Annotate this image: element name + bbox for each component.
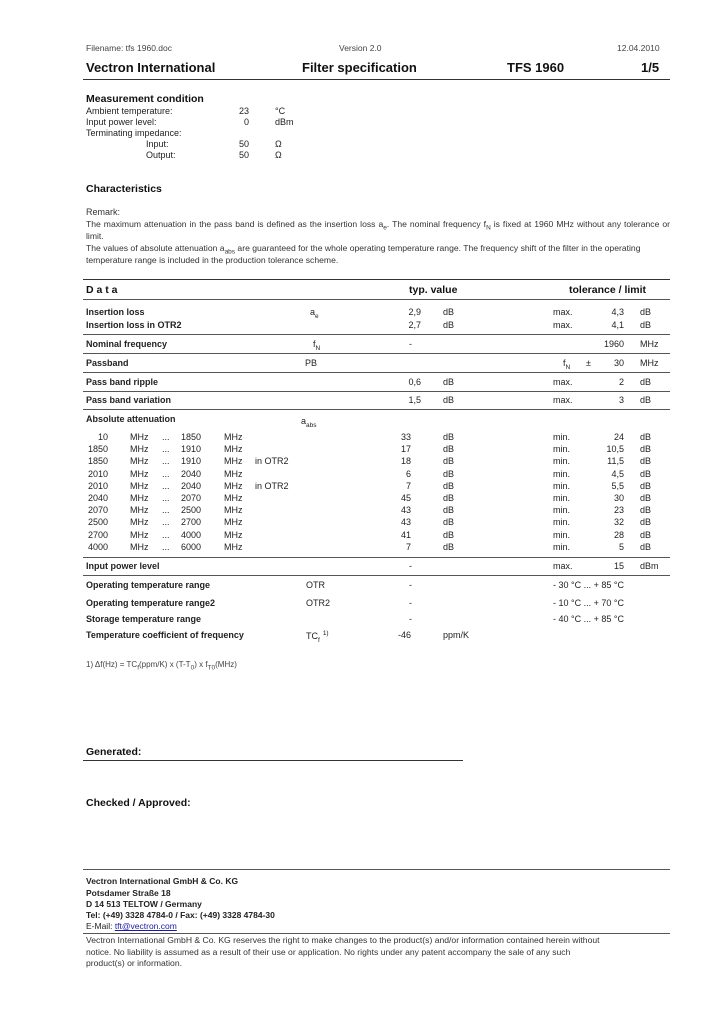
remark-text	[86, 218, 670, 266]
attenuation-lim-unit: dB	[640, 505, 652, 515]
input-label: Input:	[146, 139, 169, 149]
attenuation-u1: MHz	[130, 432, 149, 442]
attenuation-u2: MHz	[224, 456, 243, 466]
row-lim-unit: MHz	[640, 339, 659, 349]
attenuation-f2: 1910	[180, 456, 201, 466]
footnote: 1) $\Delta f(Hz) = TC_f(ppm/K)$ x $(T-T_0)$ x $f_{T0}(MHz)$	[86, 660, 237, 672]
attenuation-lim-type: min.	[553, 432, 571, 442]
attenuation-unit: dB	[443, 530, 455, 540]
attenuation-u1: MHz	[130, 469, 149, 479]
row-typ: 0,6	[408, 377, 421, 387]
output-unit: Ω	[275, 150, 282, 160]
attenuation-u1: MHz	[130, 481, 149, 491]
row-symbol: PB	[305, 358, 318, 368]
table-header-rule	[83, 299, 670, 300]
attenuation-lim: 10,5	[606, 444, 624, 454]
ambient-unit: °C	[275, 106, 286, 116]
attenuation-u2: MHz	[224, 530, 243, 540]
footer-disclaimer	[86, 935, 670, 970]
attenuation-lim-type: min.	[553, 444, 571, 454]
attenuation-typ: 6	[405, 469, 411, 479]
row-lim-type: max.	[553, 395, 573, 405]
footer-city: D 14 513 TELTOW / Germany	[86, 899, 202, 909]
row-lim: 1960	[603, 339, 624, 349]
attenuation-typ: 33	[400, 432, 411, 442]
row-symbol: $TC_f^{1)}$	[306, 630, 329, 644]
attenuation-lim: 4,5	[611, 469, 624, 479]
row-label: Insertion loss in OTR2	[86, 320, 182, 330]
attenuation-f2: 2070	[180, 493, 201, 503]
attenuation-dots: ...	[162, 444, 170, 454]
row-lim: 2	[618, 377, 624, 387]
power-label: Input power level:	[86, 117, 157, 127]
row-lim: - 10 °C ... + 70 °C	[553, 598, 624, 608]
row-lim-unit: dB	[640, 320, 652, 330]
footer-tel: Tel: (+49) 3328 4784-0 / Fax: (+49) 3328 4784-30	[86, 910, 275, 920]
attenuation-typ: 43	[400, 505, 411, 515]
attenuation-unit: dB	[443, 444, 455, 454]
row-typ-unit: dB	[443, 395, 455, 405]
attenuation-lim-unit: dB	[640, 432, 652, 442]
doc-title: Filter specification	[302, 60, 417, 75]
attenuation-note: in OTR2	[255, 456, 289, 466]
approved-label: Checked / Approved:	[86, 797, 191, 809]
row-typ-unit: dB	[443, 377, 455, 387]
page-number: 1/5	[641, 60, 660, 75]
attenuation-unit: dB	[443, 517, 455, 527]
row-typ: -	[409, 598, 412, 608]
row-divider	[83, 575, 670, 576]
row-typ-unit: dB	[443, 307, 455, 317]
row-lim-unit: dB	[640, 307, 652, 317]
attenuation-f2: 6000	[180, 542, 201, 552]
attenuation-f2: 4000	[180, 530, 201, 540]
attenuation-unit: dB	[443, 469, 455, 479]
ambient-label: Ambient temperature:	[86, 106, 173, 116]
impedance-label: Terminating impedance:	[86, 128, 182, 138]
attenuation-lim-unit: dB	[640, 469, 652, 479]
table-top-rule	[83, 279, 670, 280]
attenuation-lim: 5	[618, 542, 624, 552]
attenuation-unit: dB	[443, 481, 455, 491]
col-data-header: D a t a	[86, 284, 118, 296]
attenuation-u2: MHz	[224, 444, 243, 454]
row-lim: 4,3	[611, 307, 624, 317]
attenuation-u2: MHz	[224, 481, 243, 491]
remark-line-1: The maximum attenuation in the pass band is defined as the insertion loss $a_e$. The nominal frequency $f_N$ is fixed at 1960 MHz without any tolerance or limit.	[86, 219, 670, 241]
attenuation-lim-unit: dB	[640, 542, 652, 552]
attenuation-f1: 2700	[87, 530, 108, 540]
row-divider	[83, 391, 670, 392]
row-label: Storage temperature range	[86, 614, 202, 624]
attenuation-f2: 2700	[180, 517, 201, 527]
row-lim-symbol: $f_N$	[563, 358, 571, 371]
row-label: Operating temperature range2	[86, 598, 216, 608]
footer-street: Potsdamer Straße 18	[86, 888, 171, 898]
disclaimer-line-3: product(s) or information.	[86, 958, 182, 968]
attenuation-dots: ...	[162, 493, 170, 503]
attenuation-lim: 24	[613, 432, 624, 442]
attenuation-lim: 11,5	[607, 456, 624, 466]
row-lim: 3	[618, 395, 624, 405]
row-lim-type: max.	[553, 307, 573, 317]
attenuation-f2: 2040	[180, 469, 201, 479]
power-value: 0	[243, 117, 249, 127]
row-divider	[83, 372, 670, 373]
attenuation-unit: dB	[443, 432, 455, 442]
row-divider	[83, 334, 670, 335]
attenuation-f2: 1910	[180, 444, 201, 454]
attenuation-typ: 7	[405, 542, 411, 552]
attenuation-u2: MHz	[224, 505, 243, 515]
row-label: Temperature coefficient of frequency	[86, 630, 244, 640]
row-label: Nominal frequency	[86, 339, 168, 349]
header-divider	[83, 79, 670, 80]
attenuation-dots: ...	[162, 481, 170, 491]
attenuation-lim: 28	[613, 530, 624, 540]
row-lim-unit: dBm	[640, 561, 659, 571]
ambient-value: 23	[238, 106, 249, 116]
attenuation-u1: MHz	[130, 517, 149, 527]
attenuation-lim: 30	[613, 493, 624, 503]
attenuation-lim-type: min.	[553, 493, 571, 503]
row-lim-unit: MHz	[640, 358, 659, 368]
attenuation-f1: 4000	[87, 542, 108, 552]
row-lim: 15	[613, 561, 624, 571]
row-symbol: OTR2	[306, 598, 331, 608]
footer-divider	[83, 869, 670, 870]
row-typ: 2,7	[408, 320, 421, 330]
row-label: Pass band variation	[86, 395, 172, 405]
row-symbol: $a_{abs}$	[301, 416, 317, 429]
attenuation-lim-type: min.	[553, 542, 571, 552]
generated-label: Generated:	[86, 746, 142, 758]
disclaimer-line-1: Vectron International GmbH & Co. KG reserves the right to make changes to the product(s) and/or information contained herein without	[86, 935, 600, 945]
row-symbol: $a_e$	[310, 307, 319, 320]
attenuation-u1: MHz	[130, 456, 149, 466]
email-link[interactable]: tft@vectron.com	[114, 921, 177, 931]
attenuation-lim-unit: dB	[640, 517, 652, 527]
attenuation-f2: 1850	[180, 432, 201, 442]
attenuation-dots: ...	[162, 432, 170, 442]
attenuation-u1: MHz	[130, 493, 149, 503]
row-symbol: $f_N$	[313, 339, 321, 352]
attenuation-f2: 2500	[180, 505, 201, 515]
attenuation-typ: 7	[405, 481, 411, 491]
row-lim-type: max.	[553, 377, 573, 387]
row-divider	[83, 353, 670, 354]
attenuation-lim: 23	[613, 505, 624, 515]
row-typ: -46	[397, 630, 411, 640]
attenuation-lim-unit: dB	[640, 493, 652, 503]
attenuation-u1: MHz	[130, 530, 149, 540]
attenuation-lim-type: min.	[553, 456, 571, 466]
attenuation-f1: 10	[97, 432, 108, 442]
row-label: Operating temperature range	[86, 580, 211, 590]
attenuation-typ: 41	[400, 530, 411, 540]
attenuation-typ: 43	[400, 517, 411, 527]
row-label: Input power level	[86, 561, 160, 571]
attenuation-u2: MHz	[224, 517, 243, 527]
attenuation-lim-unit: dB	[640, 456, 652, 466]
row-lim-type: max.	[553, 561, 573, 571]
row-typ: 2,9	[408, 307, 421, 317]
attenuation-typ: 45	[400, 493, 411, 503]
attenuation-f1: 2040	[87, 493, 108, 503]
attenuation-dots: ...	[162, 542, 170, 552]
attenuation-dots: ...	[162, 517, 170, 527]
row-lim-unit: dB	[640, 395, 652, 405]
part-number: TFS 1960	[507, 60, 565, 75]
attenuation-lim-type: min.	[553, 530, 571, 540]
input-value: 50	[238, 139, 249, 149]
attenuation-u2: MHz	[224, 493, 243, 503]
company-name: Vectron International	[86, 60, 216, 75]
row-lim-pm: ±	[586, 358, 591, 368]
date: 12.04.2010	[617, 43, 660, 53]
row-lim: 30	[613, 358, 624, 368]
row-typ: -	[409, 339, 412, 349]
attenuation-f1: 2010	[87, 469, 108, 479]
attenuation-dots: ...	[162, 505, 170, 515]
row-label: Insertion loss	[86, 307, 145, 317]
row-symbol: OTR	[306, 580, 325, 590]
attenuation-lim-type: min.	[553, 517, 571, 527]
attenuation-dots: ...	[162, 456, 170, 466]
attenuation-lim-unit: dB	[640, 530, 652, 540]
row-label: Absolute attenuation	[86, 414, 176, 424]
attenuation-u2: MHz	[224, 542, 243, 552]
attenuation-lim-type: min.	[553, 469, 571, 479]
remark-line-2: The values of absolute attenuation $a_{abs}$ are guaranteed for the whole operating temperature range. The frequency shift of the filter in the operating	[86, 243, 641, 256]
row-typ: 1,5	[408, 395, 421, 405]
attenuation-u1: MHz	[130, 505, 149, 515]
attenuation-unit: dB	[443, 456, 455, 466]
row-typ: -	[409, 614, 412, 624]
footer-email: E-Mail: tft@vectron.com	[86, 921, 177, 931]
attenuation-dots: ...	[162, 469, 170, 479]
row-typ: -	[409, 561, 412, 571]
col-tol-header: tolerance / limit	[569, 284, 647, 296]
attenuation-u2: MHz	[224, 469, 243, 479]
attenuation-unit: dB	[443, 542, 455, 552]
row-lim-unit: dB	[640, 377, 652, 387]
disclaimer-line-2: notice. No liability is assumed as a result of their use or application. No rights under any patent accompany the sale of any such	[86, 946, 571, 957]
version: Version 2.0	[339, 43, 382, 53]
attenuation-f2: 2040	[180, 481, 201, 491]
attenuation-lim-unit: dB	[640, 481, 652, 491]
attenuation-note: in OTR2	[255, 481, 289, 491]
attenuation-u1: MHz	[130, 444, 149, 454]
row-label: Passband	[86, 358, 129, 368]
row-label: Pass band ripple	[86, 377, 159, 387]
generated-line	[83, 760, 463, 761]
attenuation-unit: dB	[443, 493, 455, 503]
attenuation-u2: MHz	[224, 432, 243, 442]
row-lim: - 30 °C ... + 85 °C	[553, 580, 624, 590]
footer-divider-2	[83, 933, 670, 934]
footer-company: Vectron International GmbH & Co. KG	[86, 876, 239, 886]
row-lim-type: max.	[553, 320, 573, 330]
attenuation-lim-type: min.	[553, 481, 571, 491]
row-typ-unit: dB	[443, 320, 455, 330]
attenuation-dots: ...	[162, 530, 170, 540]
row-typ-unit: ppm/K	[443, 630, 470, 640]
attenuation-f1: 1850	[87, 456, 108, 466]
characteristics-title: Characteristics	[86, 183, 162, 195]
attenuation-f1: 1850	[87, 444, 108, 454]
attenuation-lim: 32	[613, 517, 624, 527]
filename: Filename: tfs 1960.doc	[86, 43, 172, 53]
attenuation-lim-type: min.	[553, 505, 571, 515]
attenuation-typ: 18	[400, 456, 411, 466]
row-lim: - 40 °C ... + 85 °C	[553, 614, 624, 624]
output-label: Output:	[146, 150, 176, 160]
attenuation-lim: 5,5	[611, 481, 624, 491]
attenuation-f1: 2010	[87, 481, 108, 491]
output-value: 50	[238, 150, 249, 160]
attenuation-f1: 2070	[87, 505, 108, 515]
remark-label: Remark:	[86, 207, 121, 217]
attenuation-lim-unit: dB	[640, 444, 652, 454]
attenuation-u1: MHz	[130, 542, 149, 552]
attenuation-typ: 17	[400, 444, 411, 454]
row-divider	[83, 409, 670, 410]
row-divider	[83, 557, 670, 558]
col-typ-header: typ. value	[409, 284, 458, 296]
measurement-title: Measurement condition	[86, 93, 204, 105]
attenuation-f1: 2500	[87, 517, 108, 527]
attenuation-unit: dB	[443, 505, 455, 515]
row-typ: -	[409, 580, 412, 590]
row-lim: 4,1	[611, 320, 624, 330]
remark-line-3: temperature range is included in the production tolerance scheme.	[86, 255, 339, 265]
input-unit: Ω	[275, 139, 282, 149]
power-unit: dBm	[275, 117, 294, 127]
